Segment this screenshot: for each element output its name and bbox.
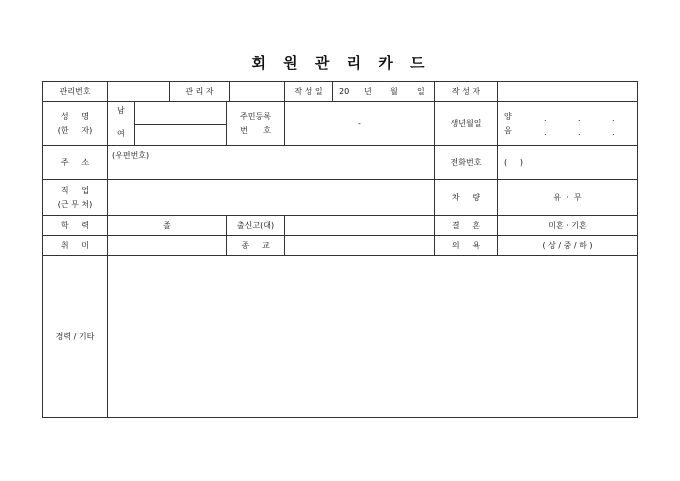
birth-label: 생년월일 — [450, 118, 482, 128]
birth-dot: . — [612, 128, 615, 137]
career-field[interactable] — [108, 256, 637, 417]
name-field[interactable] — [135, 102, 226, 124]
birth-dot: . — [578, 114, 581, 123]
month-unit: 월 — [390, 87, 398, 96]
hobby-field[interactable] — [108, 236, 226, 255]
education-field[interactable] — [108, 216, 226, 235]
job-label-line1: 직 업 — [60, 185, 90, 195]
female-label: 여 — [117, 129, 125, 138]
religion-label: 종 교 — [241, 240, 270, 250]
marriage-field[interactable]: 미혼 · 기혼 — [548, 220, 587, 230]
written-date-label: 작 성 일 — [294, 86, 323, 96]
hometown-school-field[interactable] — [285, 216, 434, 235]
name-label — [43, 102, 107, 145]
name-label-line2: (한 자) — [57, 125, 93, 135]
member-number-field[interactable] — [108, 82, 169, 101]
rrn-label — [227, 102, 284, 145]
name-hanja-field[interactable] — [135, 125, 226, 145]
member-number-label: 관리번호 — [59, 86, 91, 96]
birth-field[interactable] — [498, 102, 637, 145]
date-prefix: 20 — [339, 87, 350, 96]
graduate-suffix: 졸 — [163, 220, 171, 230]
member-card-form — [42, 81, 638, 418]
male-label: 남 — [117, 106, 125, 115]
birth-dot: . — [578, 128, 581, 137]
gender-male-cell — [108, 102, 134, 124]
day-unit: 일 — [417, 87, 425, 96]
manager-field[interactable] — [230, 82, 284, 101]
name-label-line1: 성 명 — [60, 111, 90, 121]
year-unit: 년 — [364, 87, 372, 96]
motivation-label: 의 욕 — [451, 240, 481, 250]
vehicle-label: 차 량 — [451, 192, 481, 202]
job-field[interactable] — [108, 180, 434, 215]
rrn-dash: - — [358, 118, 361, 128]
rrn-label-line1: 주민등록 — [240, 111, 271, 121]
birth-dot: . — [612, 114, 615, 123]
zip-label: (우편번호) — [112, 151, 150, 160]
written-date-field[interactable] — [333, 82, 434, 101]
religion-field[interactable] — [285, 236, 434, 255]
rrn-field[interactable] — [285, 102, 434, 145]
marriage-label: 결 혼 — [451, 220, 481, 230]
gender-female-cell — [108, 125, 134, 145]
writer-field[interactable] — [498, 82, 637, 101]
phone-area-code: ( ) — [504, 158, 523, 167]
motivation-field[interactable]: ( 상 / 중 / 하 ) — [542, 240, 593, 250]
rrn-label-line2: 번 호 — [240, 125, 271, 135]
manager-label: 관 리 자 — [185, 86, 214, 96]
birth-dot: . — [544, 128, 547, 137]
solar-label: 양 — [504, 112, 512, 121]
vehicle-field[interactable]: 유 · 무 — [553, 192, 582, 202]
address-label: 주 소 — [60, 157, 90, 167]
job-label-line2: (근 무 처) — [57, 199, 93, 209]
writer-label: 작 성 자 — [451, 86, 481, 96]
hometown-school-label: 출신고(대) — [236, 220, 275, 230]
phone-field[interactable] — [498, 146, 637, 179]
phone-label: 전화번호 — [450, 157, 482, 167]
hobby-label: 취 미 — [60, 240, 90, 250]
lunar-label: 음 — [504, 126, 512, 135]
address-field[interactable] — [108, 146, 434, 179]
education-label: 학 력 — [60, 220, 90, 230]
birth-dot: . — [544, 114, 547, 123]
page-title: 회 원 관 리 카 드 — [251, 54, 429, 72]
career-label: 경력 / 기타 — [55, 331, 95, 341]
job-label — [43, 180, 107, 215]
